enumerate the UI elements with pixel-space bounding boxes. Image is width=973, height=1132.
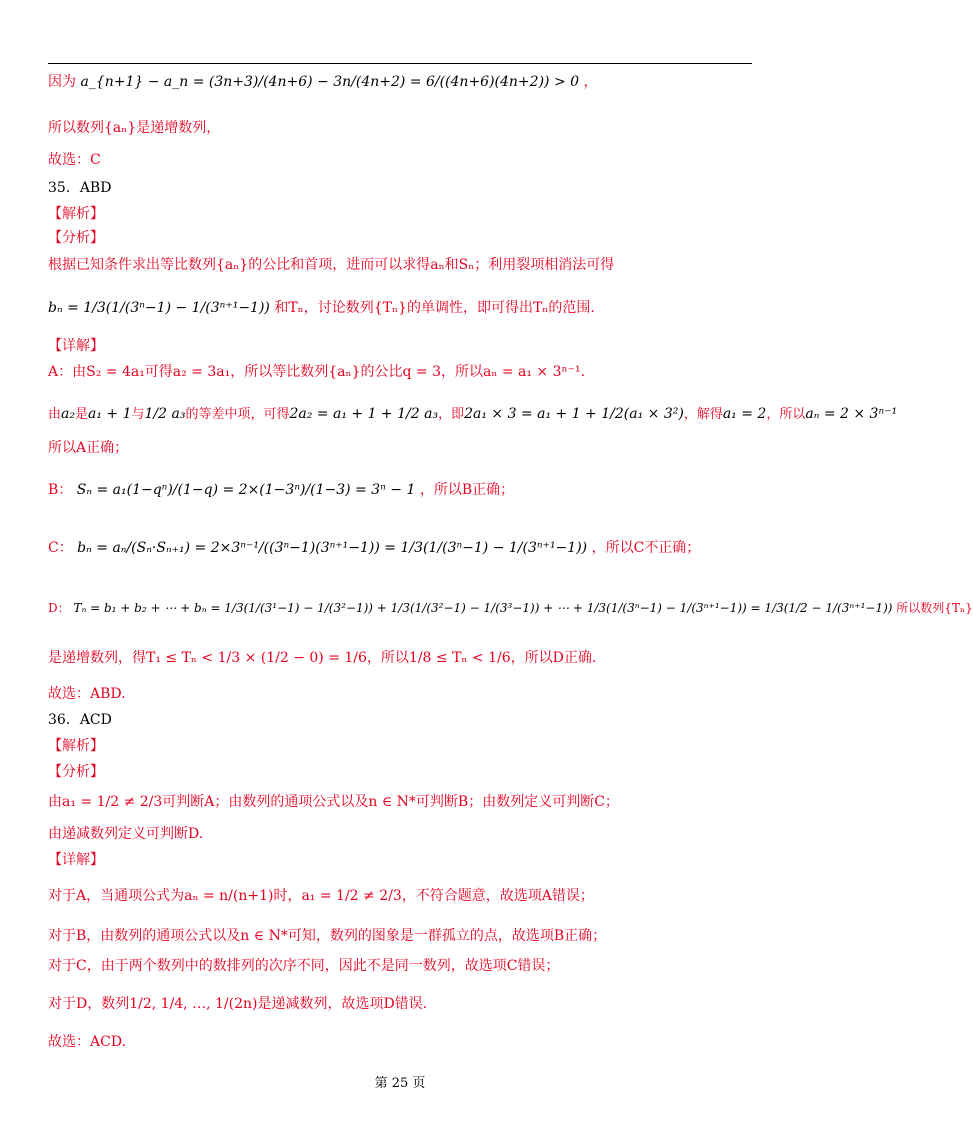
section-xiangjie-2: 【详解】 — [48, 852, 104, 868]
section-xiangjie: 【详解】 — [48, 338, 104, 354]
line-24: 对于A，当通项公式为aₙ = n/(n+1)时，a₁ = 1/2 ≠ 2/3，不符合题意，故选项A错误； — [48, 888, 594, 904]
text: B： — [48, 482, 73, 498]
math: a₁ = 2 — [722, 406, 767, 422]
line-10: A：由S₂ = 4a₁可得a₂ = 3a₁，所以等比数列{aₙ}的公比q = 3，所以aₙ = a₁ × 3ⁿ⁻¹. — [48, 364, 586, 380]
text: ，所以B正确； — [419, 482, 515, 498]
line-17: 故选：ABD. — [48, 686, 126, 702]
line-15 — [48, 598, 973, 618]
line-21: 由a₁ = 1/2 ≠ 2/3可判断A；由数列的通项公式以及n ∈ N*可判断B；由数列定义可判断C； — [48, 794, 619, 810]
line-28: 故选：ACD. — [48, 1034, 126, 1050]
text: 和Tₙ，讨论数列{Tₙ}的单调性，即可得出Tₙ的范围. — [274, 300, 595, 316]
text: ，解得 — [683, 407, 723, 422]
math: 2a₂ = a₁ + 1 + 1/2 a₃ — [289, 406, 439, 422]
page-number: 第 25 页 — [374, 1076, 426, 1091]
math-bn-expanded: bₙ = aₙ/(Sₙ·Sₙ₊₁) = 2×3ⁿ⁻¹/((3ⁿ−1)(3ⁿ⁺¹−1)) = 1/3(1/(3ⁿ−1) − 1/(3ⁿ⁺¹−1)) — [77, 540, 588, 556]
math-bn: bₙ = 1/3(1/(3ⁿ−1) − 1/(3ⁿ⁺¹−1)) — [48, 300, 270, 316]
section-jiexi: 【解析】 — [48, 206, 104, 222]
question-number-35: 35．ABD — [48, 180, 112, 196]
question-number-36: 36．ACD — [48, 712, 112, 728]
line-25: 对于B，由数列的通项公式以及n ∈ N*可知，数列的图象是一群孤立的点，故选项B正确； — [48, 928, 607, 944]
text: ，所以C不正确； — [591, 540, 701, 556]
text: C： — [48, 540, 73, 556]
text: ，即 — [438, 407, 465, 422]
text: ， — [583, 74, 598, 90]
math: 2a₁ × 3 = a₁ + 1 + 1/2(a₁ × 3²) — [464, 406, 684, 422]
line-12: 所以A正确； — [48, 440, 129, 456]
line-27: 对于D，数列1/2, 1/4, …, 1/(2n)是递减数列，故选项D错误. — [48, 996, 428, 1012]
math: a₁ + 1 — [88, 406, 132, 422]
line-14 — [48, 538, 752, 558]
section-fenxi-2: 【分析】 — [48, 764, 104, 780]
line-22: 由递减数列定义可判断D. — [48, 826, 204, 842]
math-tn-sum: Tₙ = b₁ + b₂ + ⋯ + bₙ = 1/3(1/(3¹−1) − 1/(3²−1)) + 1/3(1/(3²−1) − 1/(3³−1)) + ⋯ + 1/3(1/(3ⁿ−1) − 1/(3ⁿ⁺¹−1)) = 1/3(1/2 − 1/(3ⁿ⁺¹−1)) — [73, 601, 893, 615]
text: 与 — [131, 407, 145, 422]
line-3: 故选：C — [48, 152, 101, 168]
text: 由 — [48, 407, 62, 422]
math-sn: Sₙ = a₁(1−qⁿ)/(1−q) = 2×(1−3ⁿ)/(1−3) = 3ⁿ − 1 — [76, 482, 416, 498]
math: aₙ = 2 × 3ⁿ⁻¹ — [805, 406, 898, 422]
line-7: 根据已知条件求出等比数列{aₙ}的公比和首项，进而可以求得aₙ和Sₙ；利用裂项相消法可得 — [48, 257, 615, 273]
text: D： — [48, 601, 70, 615]
text: 因为 — [48, 74, 76, 90]
math: 1/2 a₃ — [144, 406, 186, 422]
line-16: 是递增数列，得T₁ ≤ Tₙ < 1/3 × (1/2 − 0) = 1/6，所以1/8 ≤ Tₙ < 1/6，所以D正确. — [48, 650, 597, 666]
line-13 — [48, 480, 752, 500]
text: 的等差中项，可得 — [185, 407, 290, 422]
text: 是 — [74, 407, 88, 422]
line-26: 对于C，由于两个数列中的数排列的次序不同，因此不是同一数列，故选项C错误； — [48, 958, 560, 974]
math-inequality: a_{n+1} − a_n = (3n+3)/(4n+6) − 3n/(4n+2) = 6/((4n+6)(4n+2)) > 0 — [80, 74, 580, 90]
math: a₂ — [61, 406, 75, 422]
header-rule — [48, 63, 752, 64]
line-8 — [48, 298, 752, 318]
line-11 — [48, 404, 898, 425]
text: 所以数列{Tₙ} — [896, 601, 973, 615]
section-fenxi: 【分析】 — [48, 230, 104, 246]
text: ，所以 — [766, 407, 806, 422]
line-2: 所以数列{aₙ}是递增数列， — [48, 120, 221, 136]
line-1 — [48, 72, 752, 92]
section-jiexi-2: 【解析】 — [48, 738, 104, 754]
